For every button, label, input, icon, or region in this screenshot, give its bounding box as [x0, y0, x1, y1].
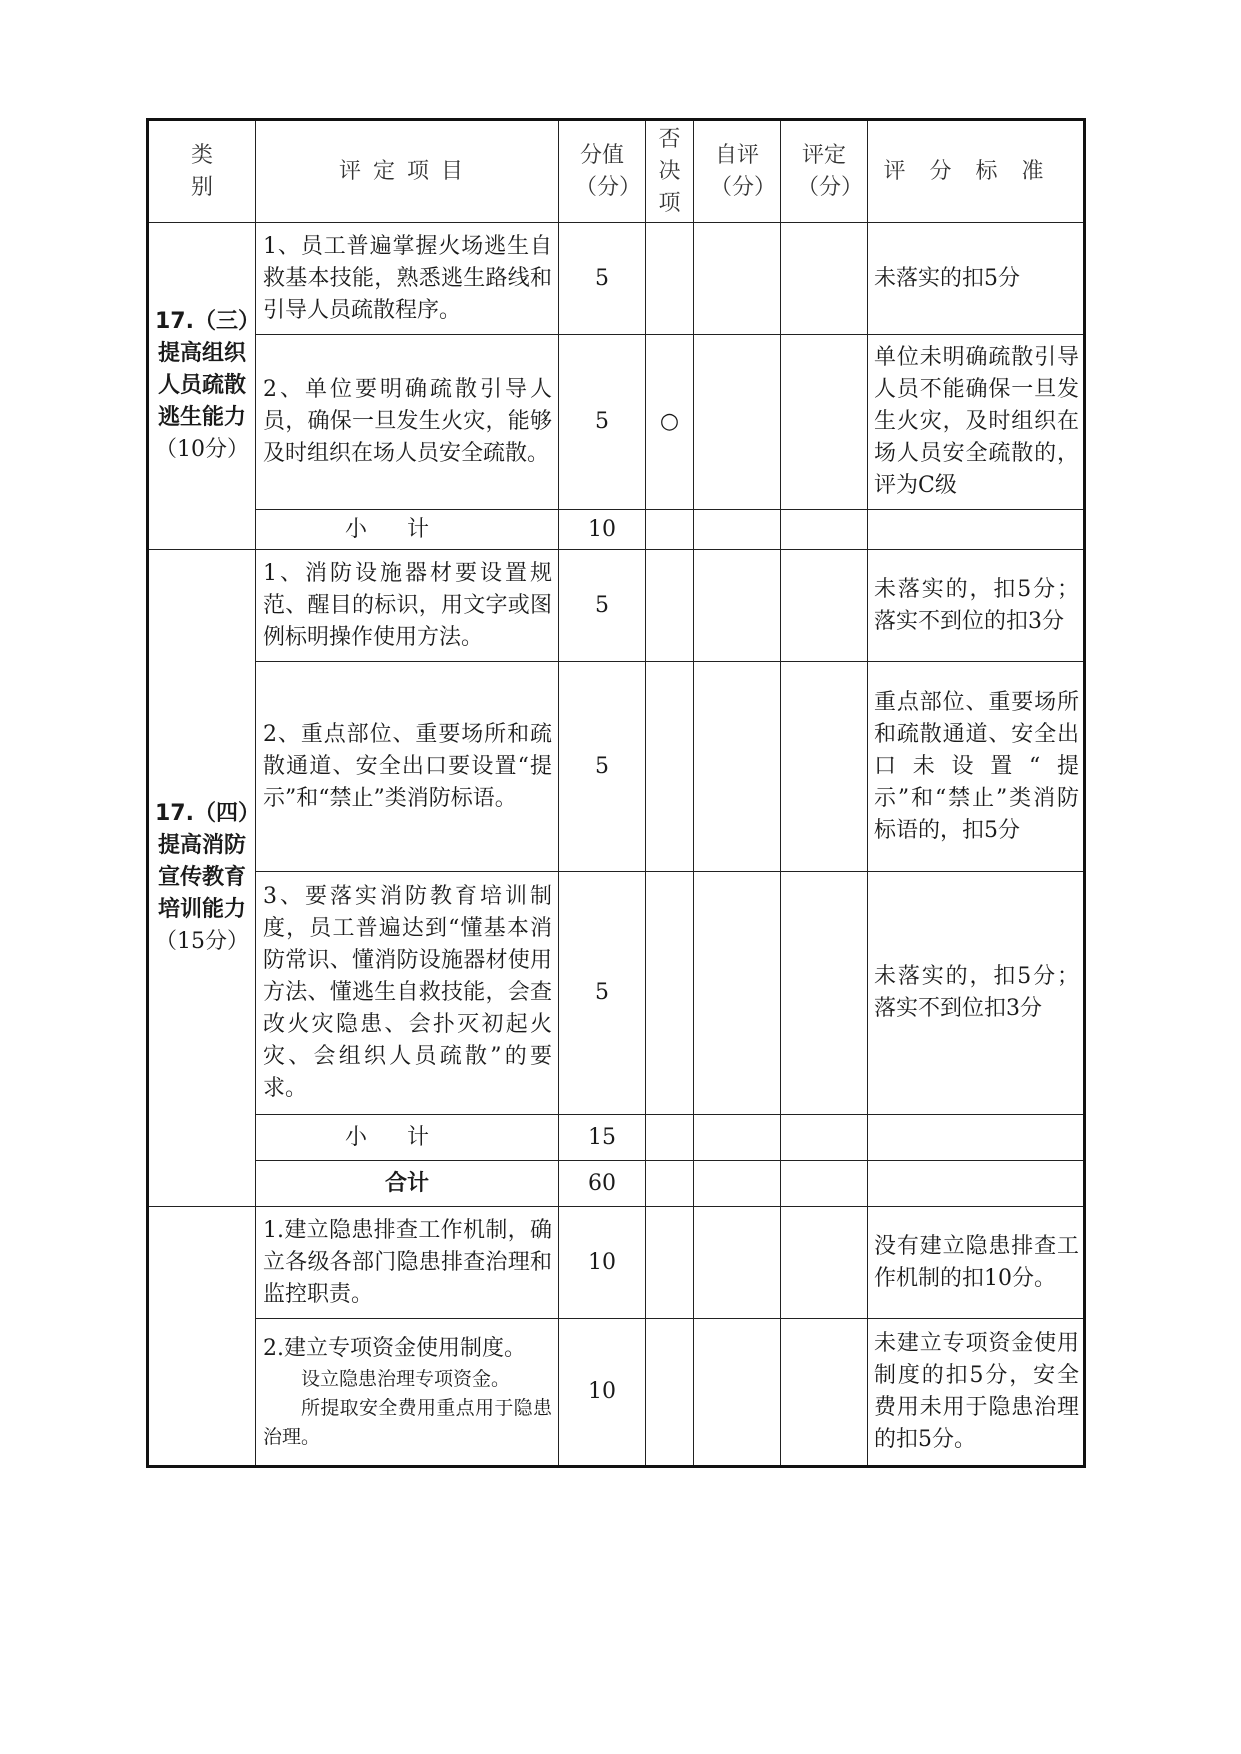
- table-row: [148, 872, 1085, 1115]
- veto-cell: [646, 872, 694, 1115]
- eval-cell: [781, 1115, 868, 1161]
- table-row: [148, 1207, 1085, 1319]
- veto-cell: [646, 1161, 694, 1207]
- self-eval-cell: [694, 1207, 781, 1319]
- standard-cell: 重点部位、重要场所和疏散通道、安全出口未设置“提示”和“禁止”类消防标语的，扣5分: [868, 662, 1085, 872]
- veto-cell: [646, 510, 694, 550]
- table-row: [148, 550, 1085, 662]
- category-points: （15分）: [155, 929, 249, 954]
- standard-cell: 没有建立隐患排查工作机制的扣10分。: [868, 1207, 1085, 1319]
- header-eval: 评定（分）: [781, 120, 868, 223]
- item-cell: 3、要落实消防教育培训制度，员工普遍达到“懂基本消防常识、懂消防设施器材使用方法、懂逃生自救技能，会查改火灾隐患、会扑灭初起火灾、会组织人员疏散”的要求。: [256, 872, 559, 1115]
- eval-cell: [781, 335, 868, 510]
- eval-cell: [781, 662, 868, 872]
- standard-cell: [868, 510, 1085, 550]
- header-veto: 否决项: [646, 120, 694, 223]
- standard-cell: 未建立专项资金使用制度的扣5分，安全费用未用于隐患治理的扣5分。: [868, 1319, 1085, 1467]
- standard-cell: 单位未明确疏散引导人员不能确保一旦发生火灾，及时组织在场人员安全疏散的，评为C级: [868, 335, 1085, 510]
- item-cell: 1、员工普遍掌握火场逃生自救基本技能，熟悉逃生路线和引导人员疏散程序。: [256, 223, 559, 335]
- standard-cell: [868, 1161, 1085, 1207]
- standard-cell: [868, 1115, 1085, 1161]
- category-cell: [148, 550, 256, 1207]
- eval-cell: [781, 1207, 868, 1319]
- header-item: 评定项目: [256, 120, 559, 223]
- subtotal-value: 15: [559, 1115, 646, 1161]
- eval-cell: [781, 510, 868, 550]
- table-row: [148, 223, 1085, 335]
- scoring-table: [146, 118, 1086, 1468]
- self-eval-cell: [694, 510, 781, 550]
- eval-cell: [781, 1319, 868, 1467]
- standard-cell: 未落实的，扣5分；落实不到位的扣3分: [868, 550, 1085, 662]
- veto-cell: [646, 1207, 694, 1319]
- subtotal-label: 小计: [256, 510, 559, 550]
- self-eval-cell: [694, 335, 781, 510]
- veto-cell: [646, 550, 694, 662]
- table-row: [148, 335, 1085, 510]
- category-title: 17.（四）提高消防宣传教育培训能力: [155, 801, 249, 922]
- self-eval-cell: [694, 1115, 781, 1161]
- score-cell: 5: [559, 662, 646, 872]
- veto-cell: [646, 1319, 694, 1467]
- table-row: [148, 662, 1085, 872]
- standard-cell: 未落实的，扣5分；落实不到位扣3分: [868, 872, 1085, 1115]
- item-cell: 1、消防设施器材要设置规范、醒目的标识，用文字或图例标明操作使用方法。: [256, 550, 559, 662]
- total-value: 60: [559, 1161, 646, 1207]
- veto-cell: [646, 662, 694, 872]
- header-standard: 评分标准: [868, 120, 1085, 223]
- veto-mark: ○: [646, 335, 694, 510]
- self-eval-cell: [694, 662, 781, 872]
- subtotal-label: 小计: [256, 1115, 559, 1161]
- self-eval-cell: [694, 550, 781, 662]
- score-cell: 5: [559, 335, 646, 510]
- item-cell: 2、重点部位、重要场所和疏散通道、安全出口要设置“提示”和“禁止”类消防标语。: [256, 662, 559, 872]
- total-row: [148, 1161, 1085, 1207]
- header-score: 分值（分）: [559, 120, 646, 223]
- category-cell: [148, 1207, 256, 1467]
- category-cell: [148, 223, 256, 550]
- subtotal-row: [148, 510, 1085, 550]
- score-cell: 5: [559, 223, 646, 335]
- header-self-eval: 自评（分）: [694, 120, 781, 223]
- self-eval-cell: [694, 1161, 781, 1207]
- header-category: 类别: [148, 120, 256, 223]
- self-eval-cell: [694, 223, 781, 335]
- eval-cell: [781, 872, 868, 1115]
- category-points: （10分）: [155, 437, 249, 462]
- item-cell: 1.建立隐患排查工作机制，确立各级各部门隐患排查治理和监控职责。: [256, 1207, 559, 1319]
- subtotal-row: [148, 1115, 1085, 1161]
- item-cell: [256, 1319, 559, 1467]
- total-label: 合计: [256, 1161, 559, 1207]
- subtotal-value: 10: [559, 510, 646, 550]
- item-line: 2.建立专项资金使用制度。: [263, 1335, 526, 1361]
- category-title: 17.（三）提高组织人员疏散逃生能力: [155, 309, 249, 430]
- table-header-row: [148, 120, 1085, 223]
- score-cell: 5: [559, 872, 646, 1115]
- veto-cell: [646, 223, 694, 335]
- eval-cell: [781, 223, 868, 335]
- score-cell: 10: [559, 1319, 646, 1467]
- eval-cell: [781, 550, 868, 662]
- table-row: [148, 1319, 1085, 1467]
- score-cell: 10: [559, 1207, 646, 1319]
- self-eval-cell: [694, 1319, 781, 1467]
- item-cell: 2、单位要明确疏散引导人员，确保一旦发生火灾，能够及时组织在场人员安全疏散。: [256, 335, 559, 510]
- standard-cell: 未落实的扣5分: [868, 223, 1085, 335]
- item-line: 所提取安全费用重点用于隐患治理。: [263, 1396, 552, 1448]
- veto-cell: [646, 1115, 694, 1161]
- self-eval-cell: [694, 872, 781, 1115]
- score-cell: 5: [559, 550, 646, 662]
- item-line: 设立隐患治理专项资金。: [301, 1367, 511, 1390]
- eval-cell: [781, 1161, 868, 1207]
